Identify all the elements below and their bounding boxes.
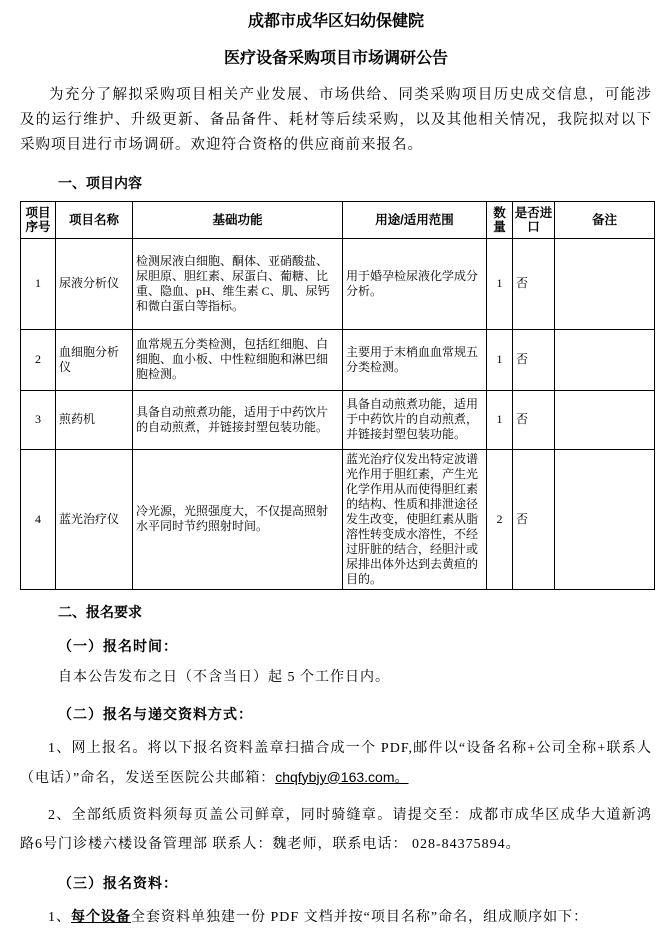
cell-no: 3 [21, 390, 56, 449]
cell-imported: 否 [513, 329, 555, 390]
cell-use: 主要用于末梢血血常规五分类检测。 [343, 329, 487, 390]
table-row [21, 449, 655, 589]
cell-remark [555, 329, 655, 390]
cell-function: 检测尿液白细胞、酮体、亚硝酸盐、尿胆原、胆红素、尿蛋白、葡糖、比重、隐血、pH、维生素 C、肌、尿钙和微白蛋白等指标。 [133, 238, 343, 329]
cell-use: 具备自动煎煮功能，适用于中药饮片的自动煎煮，并链接封塑包装功能。 [343, 390, 487, 449]
cell-qty: 1 [487, 329, 513, 390]
cell-use: 用于婚孕检尿液化学成分分析。 [343, 238, 487, 329]
materials-item-1-text: 全套资料单独建一份 PDF 文档并按“项目名称”命名，组成顺序如下： [131, 909, 589, 925]
col-header-use: 用途/适用范围 [343, 201, 487, 238]
materials-item-1-num: 1、 [48, 909, 71, 925]
table-row [21, 390, 655, 449]
table-header-row [21, 201, 655, 238]
cell-name: 血细胞分析仪 [56, 329, 133, 390]
section2-heading: 二、报名要求 [58, 603, 142, 620]
hospital-email-link[interactable]: chqfybjy@163.com。 [275, 768, 409, 785]
materials-item-1 [20, 903, 652, 932]
col-header-imported: 是否进口 [513, 201, 555, 238]
submission-item-paper: 2、全部纸质资料须每页盖公司鲜章，同时骑缝章。请提交至：成都市成华区成华大道新鸿路6号门诊楼六楼设备管理部 联系人：魏老师，联系电话： 028-84375894。 [20, 807, 652, 852]
cell-imported: 否 [513, 390, 555, 449]
section1-heading: 一、项目内容 [58, 174, 142, 191]
col-header-no: 项目序号 [21, 201, 56, 238]
cell-no: 1 [21, 238, 56, 329]
cell-function: 血常规五分类检测，包括红细胞、白细胞、血小板、中性粒细胞和淋巴细胞检测。 [133, 329, 343, 390]
col-header-name: 项目名称 [56, 201, 133, 238]
document-title-org: 成都市成华区妇幼保健院 [247, 13, 424, 30]
col-header-remark: 备注 [555, 201, 655, 238]
sub-heading-signup-materials: （三）报名资料： [58, 876, 178, 892]
cell-function: 具备自动煎煮功能，适用于中药饮片的自动煎煮，并链接封塑包装功能。 [133, 390, 343, 449]
cell-qty: 1 [487, 390, 513, 449]
cell-remark [555, 238, 655, 329]
sub-heading-submission-method: （二）报名与递交资料方式： [58, 707, 253, 723]
cell-qty: 1 [487, 238, 513, 329]
cell-no: 2 [21, 329, 56, 390]
signup-time-text: 自本公告发布之日（不含当日）起 5 个工作日内。 [58, 669, 390, 685]
cell-qty: 2 [487, 449, 513, 589]
sub-heading-signup-time: （一）报名时间： [58, 639, 178, 655]
materials-item-1-emphasis: 每个设备 [71, 909, 131, 925]
submission-item-online-text: 1、网上报名。将以下报名资料盖章扫描合成一个 PDF,邮件以“设备名称+公司全称+联系人（电话）”命名，发送至医院公共邮箱： [20, 740, 652, 786]
cell-imported: 否 [513, 449, 555, 589]
submission-item-online [20, 734, 652, 793]
cell-use: 蓝光治疗仪发出特定波谱光作用于胆红素，产生光化学作用从而使得胆红素的结构、性质和排泄途径发生改变，使胆红素从脂溶性转变成水溶性，不经过肝脏的结合，经胆汁或尿排出体外达到去黄疸的目的。 [343, 449, 487, 589]
col-header-function: 基础功能 [133, 201, 343, 238]
intro-paragraph: 为充分了解拟采购项目相关产业发展、市场供给、同类采购项目历史成交信息，可能涉及的运行维护、升级更新、备品备件、耗材等后续采购，以及其他相关情况，我院拟对以下采购项目进行市场调研。欢迎符合资格的供应商前来报名。 [20, 87, 652, 153]
table-row [21, 329, 655, 390]
col-header-qty: 数量 [487, 201, 513, 238]
cell-name: 煎药机 [56, 390, 133, 449]
cell-imported: 否 [513, 238, 555, 329]
cell-remark [555, 449, 655, 589]
document-title-notice: 医疗设备采购项目市场调研公告 [223, 50, 448, 67]
cell-name: 蓝光治疗仪 [56, 449, 133, 589]
project-items-table [20, 201, 655, 590]
cell-no: 4 [21, 449, 56, 589]
cell-remark [555, 390, 655, 449]
cell-name: 尿液分析仪 [56, 238, 133, 329]
table-row [21, 238, 655, 329]
cell-function: 冷光源，光照强度大，不仅提高照射水平同时节约照射时间。 [133, 449, 343, 589]
